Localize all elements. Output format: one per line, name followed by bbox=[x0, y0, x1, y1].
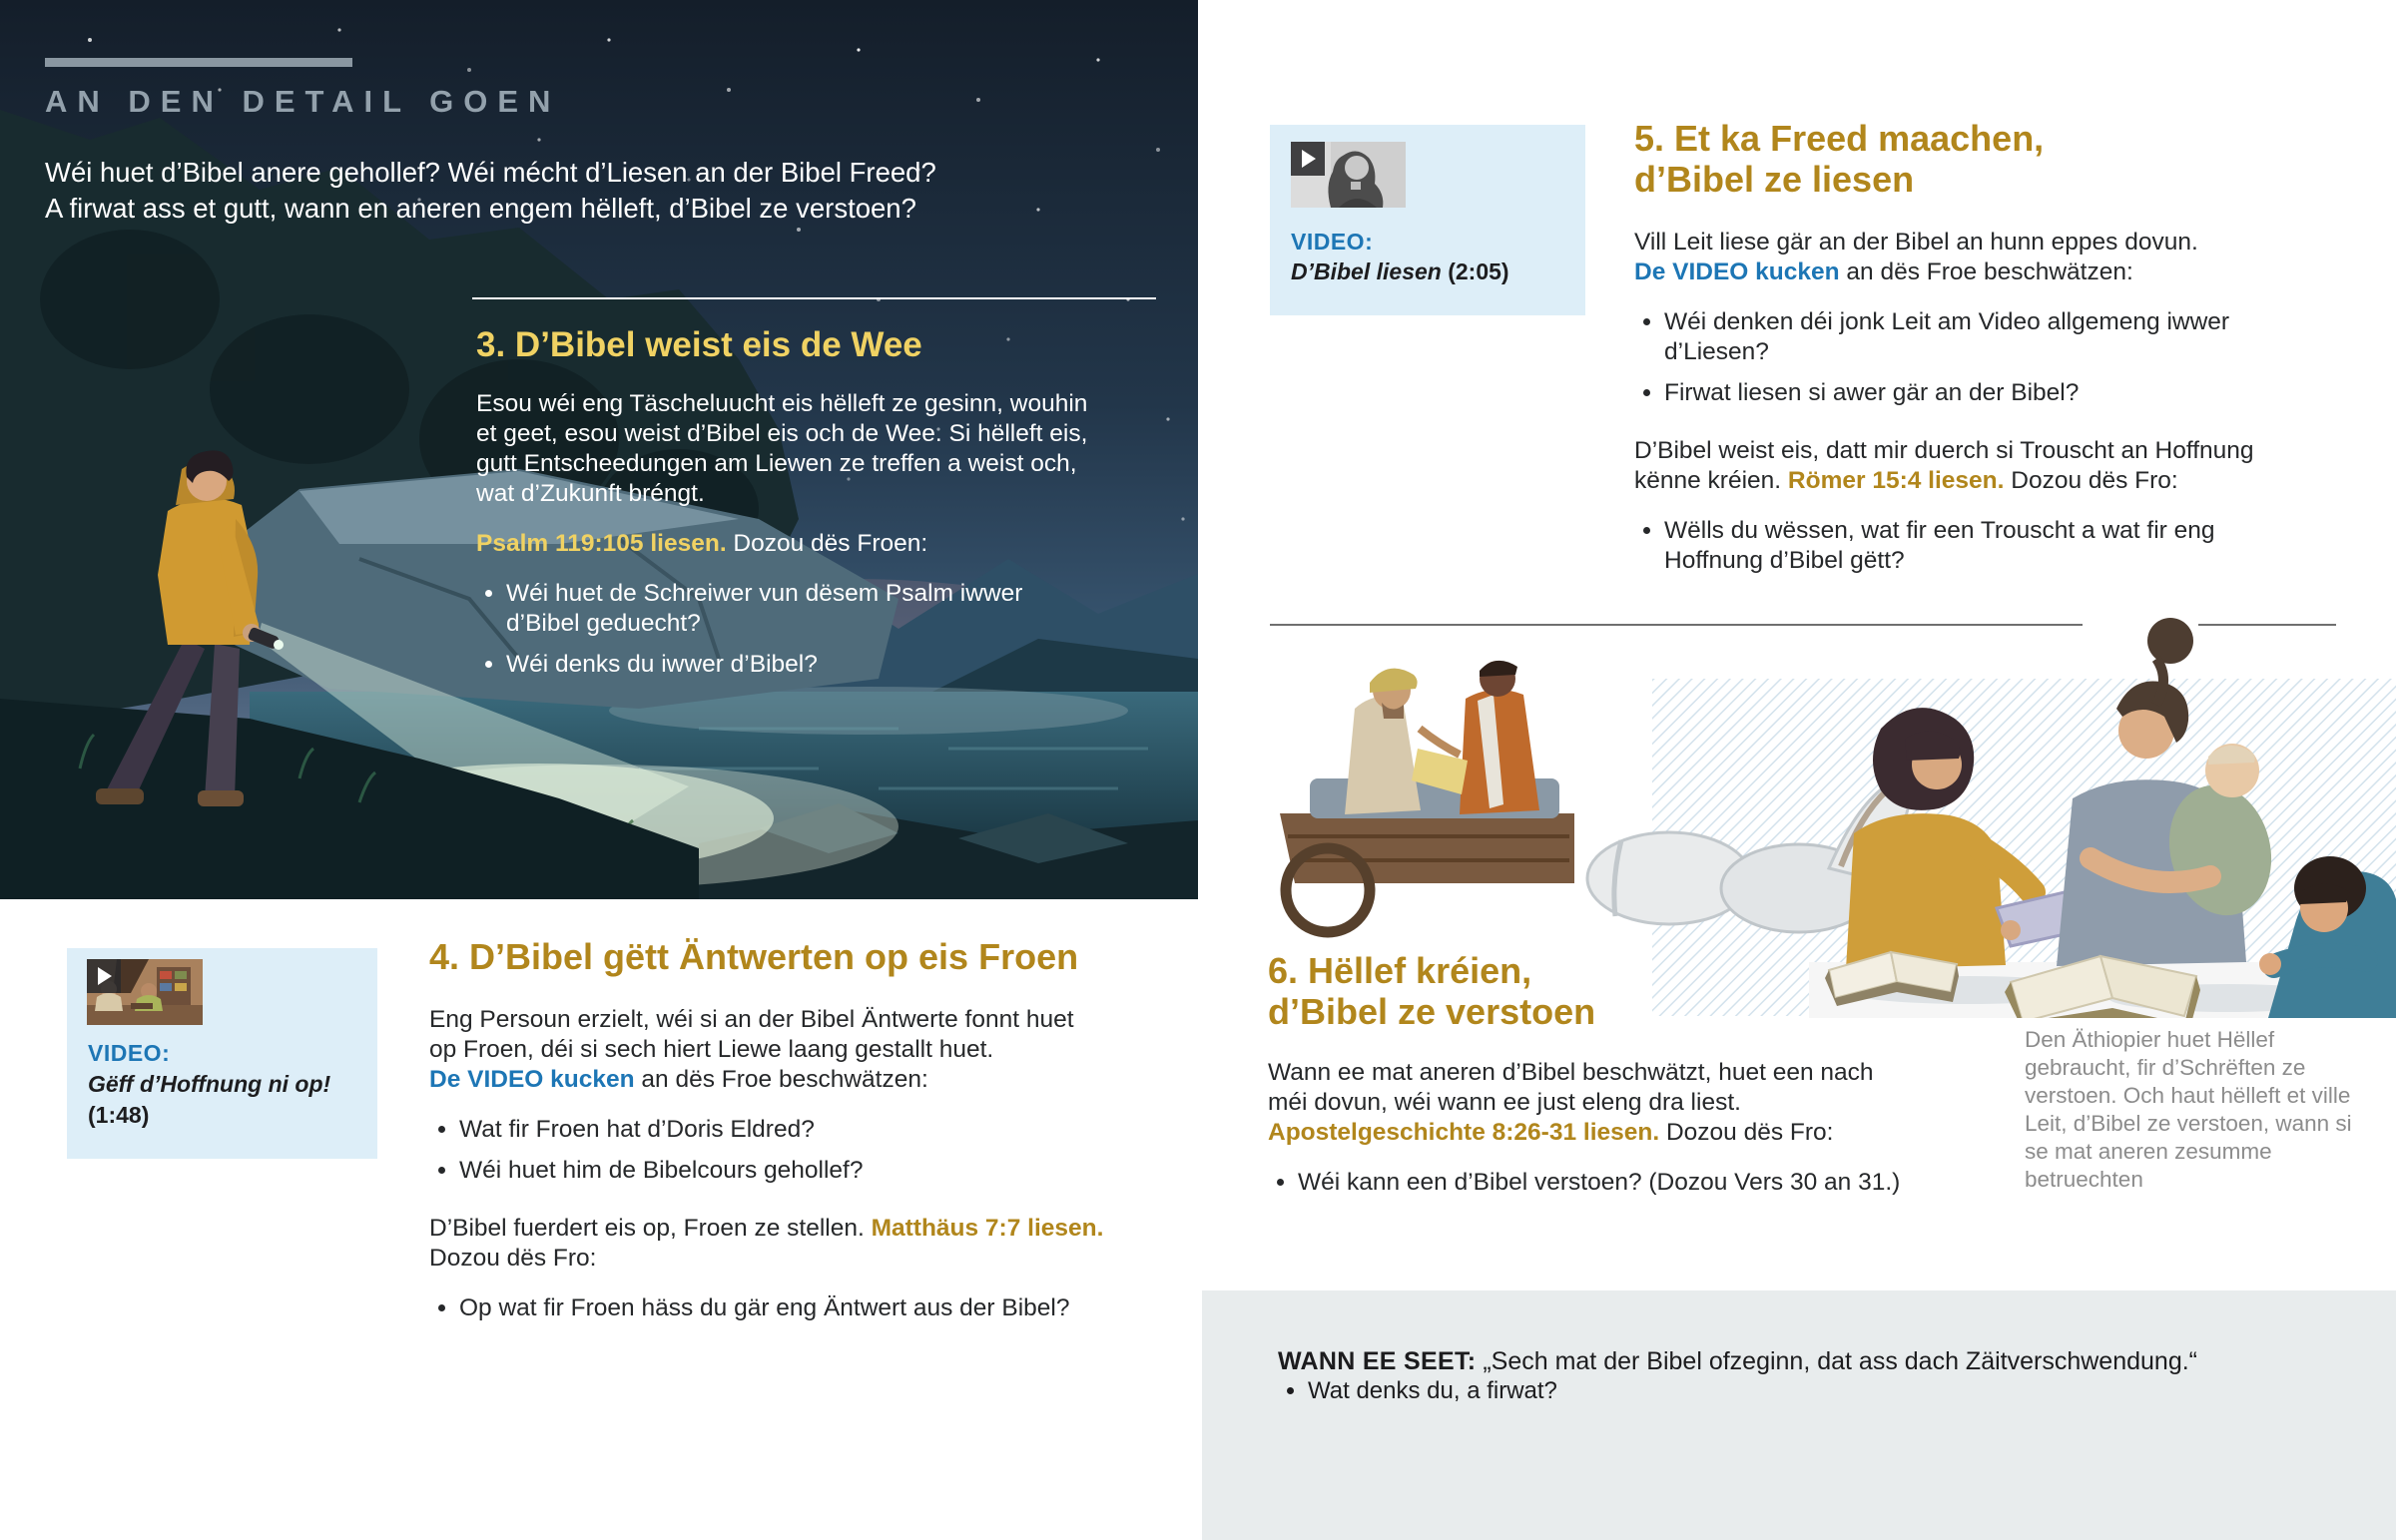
title-line: d’Bibel ze liesen bbox=[1634, 159, 1915, 200]
question-item: • Wéi huet de Schreiwer vun dësem Psalm iwwer d’Bibel geduecht? bbox=[506, 579, 1085, 639]
section5-body bbox=[1634, 228, 2297, 287]
body-text: Wann ee mat aneren d’Bibel beschwätzt, huet een nach méi dovun, wéi wann ee just eleng dra liest. bbox=[1268, 1059, 1874, 1116]
cue-after: Dozou dës Fro: bbox=[1659, 1119, 1834, 1146]
video-thumbnail[interactable] bbox=[1291, 142, 1406, 208]
section3-questions bbox=[476, 579, 1085, 680]
section4-questions bbox=[429, 1115, 1098, 1186]
title-line: 6. Hëllef kréien, bbox=[1268, 950, 1532, 991]
section5-questions bbox=[1634, 307, 2283, 408]
quote-box bbox=[1202, 1290, 2396, 1540]
play-icon[interactable] bbox=[1291, 142, 1325, 176]
cue-after: an dës Froe beschwätzen: bbox=[634, 1066, 928, 1093]
video-label: VIDEO: bbox=[1291, 229, 1374, 255]
title-line: 5. Et ka Freed maachen, bbox=[1634, 118, 2045, 159]
video-thumbnail[interactable] bbox=[87, 959, 203, 1025]
body-text: Eng Persoun erzielt, wéi si an der Bibel Äntwerte fonnt huet op Froen, déi si sech hiert Liewe laang gestallt huet. bbox=[429, 1006, 1074, 1063]
section5-questions2 bbox=[1634, 516, 2283, 576]
section5-paragraph2 bbox=[1634, 436, 2319, 496]
section4-questions2 bbox=[429, 1293, 1098, 1323]
section6-questions bbox=[1268, 1168, 1957, 1198]
scripture-link[interactable]: Matthäus 7:7 liesen. bbox=[871, 1215, 1104, 1242]
watch-video-link[interactable]: De VIDEO kucken bbox=[429, 1066, 635, 1093]
section3-rule bbox=[472, 297, 1156, 299]
watch-video-link[interactable]: De VIDEO kucken bbox=[1634, 258, 1840, 285]
body-text: Vill Leit liese gär an der Bibel an hunn eppes dovun. bbox=[1634, 229, 2198, 256]
video-duration: (1:48) bbox=[88, 1102, 150, 1128]
night-hero bbox=[0, 0, 1198, 899]
intro-line: A firwat ass et gutt, wann en aneren engem hëlleft, d’Bibel ze verstoen? bbox=[45, 193, 916, 224]
section4-title: 4. D’Bibel gëtt Äntwerten op eis Froen bbox=[429, 936, 1079, 977]
section5-title bbox=[1634, 118, 2343, 200]
quote-line bbox=[1278, 1345, 2336, 1377]
video-title[interactable]: Gëff d’Hoffnung ni op! bbox=[88, 1071, 331, 1097]
section4-body bbox=[429, 1005, 1092, 1095]
section-4 bbox=[429, 936, 1128, 1334]
illustration-band bbox=[1270, 579, 2396, 1018]
quote-lead: WANN EE SEET: bbox=[1278, 1347, 1477, 1375]
section3-title: 3. D’Bibel weist eis de Wee bbox=[476, 325, 922, 364]
question-item: • Wéi denks du iwwer d’Bibel? bbox=[506, 650, 1085, 680]
video-title-line[interactable] bbox=[1291, 258, 1509, 285]
question-item: • Firwat liesen si awer gär an der Bibel? bbox=[1664, 378, 2283, 408]
illustration-caption: Den Äthiopier huet Hëllef gebraucht, fir d’Schrëften ze verstoen. Och haut hëlleft et ville Leit, d’Bibel ze verstoen, wann si se mat aneren zesumme betruechten bbox=[2025, 1027, 2352, 1192]
video-box-bibel-liesen bbox=[1270, 125, 1585, 315]
question-item: • Wéi kann een d’Bibel verstoen? (Dozou Vers 30 an 31.) bbox=[1298, 1168, 1957, 1198]
quote-text: „Sech mat der Bibel ofzeginn, dat ass dach Zäitverschwendung.“ bbox=[1483, 1347, 2197, 1375]
title-line: d’Bibel ze verstoen bbox=[1268, 991, 1596, 1032]
video-title[interactable]: D’Bibel liesen bbox=[1291, 258, 1442, 284]
question-item: • Wéi denken déi jonk Leit am Video allgemeng iwwer d’Liesen? bbox=[1664, 307, 2283, 367]
section6-body bbox=[1268, 1058, 1917, 1148]
scripture-link[interactable]: Psalm 119:105 liesen. bbox=[476, 530, 727, 557]
philip-and-ethiopian-chariot bbox=[1280, 661, 1574, 932]
video-cue-line bbox=[1634, 257, 2297, 287]
kicker-bar bbox=[45, 58, 352, 67]
video-label: VIDEO: bbox=[88, 1040, 171, 1066]
intro-line: Wéi huet d’Bibel anere gehollef? Wéi mécht d’Liesen an der Bibel Freed? bbox=[45, 157, 936, 188]
quote-questions bbox=[1278, 1376, 1557, 1406]
question-item: • Wat fir Froen hat d’Doris Eldred? bbox=[459, 1115, 1098, 1145]
body-text: D’Bibel weist eis, datt mir duerch si Trouscht an Hoffnung kënne kréien. bbox=[1634, 437, 2254, 494]
section3-body: Esou wéi eng Täscheluucht eis hëlleft ze gesinn, wouhin et geet, esou weist d’Bibel eis och de Wee. Si hëlleft eis, gutt Entscheedungen am Liewen ze treffen a weist och, wat d’Zukunft bréngt. bbox=[476, 390, 1088, 507]
scripture-link[interactable]: Apostelgeschichte 8:26-31 liesen. bbox=[1268, 1119, 1660, 1146]
page-kicker: AN DEN DETAIL GOEN bbox=[45, 84, 561, 119]
cue-after: Dozou dës Fro: bbox=[429, 1245, 597, 1272]
intro-text bbox=[45, 155, 1163, 227]
video-duration: (2:05) bbox=[1448, 258, 1509, 284]
video-cue-line bbox=[429, 1065, 1092, 1095]
question-item: • Wéi huet him de Bibelcours gehollef? bbox=[459, 1156, 1098, 1186]
question-item: • Wat denks du, a firwat? bbox=[1308, 1376, 1557, 1406]
scripture-link[interactable]: Römer 15:4 liesen. bbox=[1787, 467, 2005, 494]
chariot-and-family-illustration bbox=[1270, 579, 2396, 1018]
section-3 bbox=[476, 325, 1115, 691]
cue-after: Dozou dës Fro: bbox=[2004, 467, 2178, 494]
question-item: • Op wat fir Froen häss du gär eng Äntwert aus der Bibel? bbox=[459, 1293, 1098, 1323]
play-icon[interactable] bbox=[87, 959, 121, 993]
section4-paragraph2 bbox=[429, 1214, 1128, 1274]
scripture-after: Dozou dës Froen: bbox=[726, 530, 928, 557]
cue-after: an dës Froe beschwätzen: bbox=[1839, 258, 2133, 285]
body-text: D’Bibel fuerdert eis op, Froen ze stellen. bbox=[429, 1215, 872, 1242]
section3-scripture-line bbox=[476, 529, 1091, 559]
video-box-hoffnung bbox=[67, 948, 377, 1159]
section-5 bbox=[1634, 118, 2343, 587]
question-item: • Wëlls du wëssen, wat fir een Trouscht a wat fir eng Hoffnung d’Bibel gëtt? bbox=[1664, 516, 2283, 576]
